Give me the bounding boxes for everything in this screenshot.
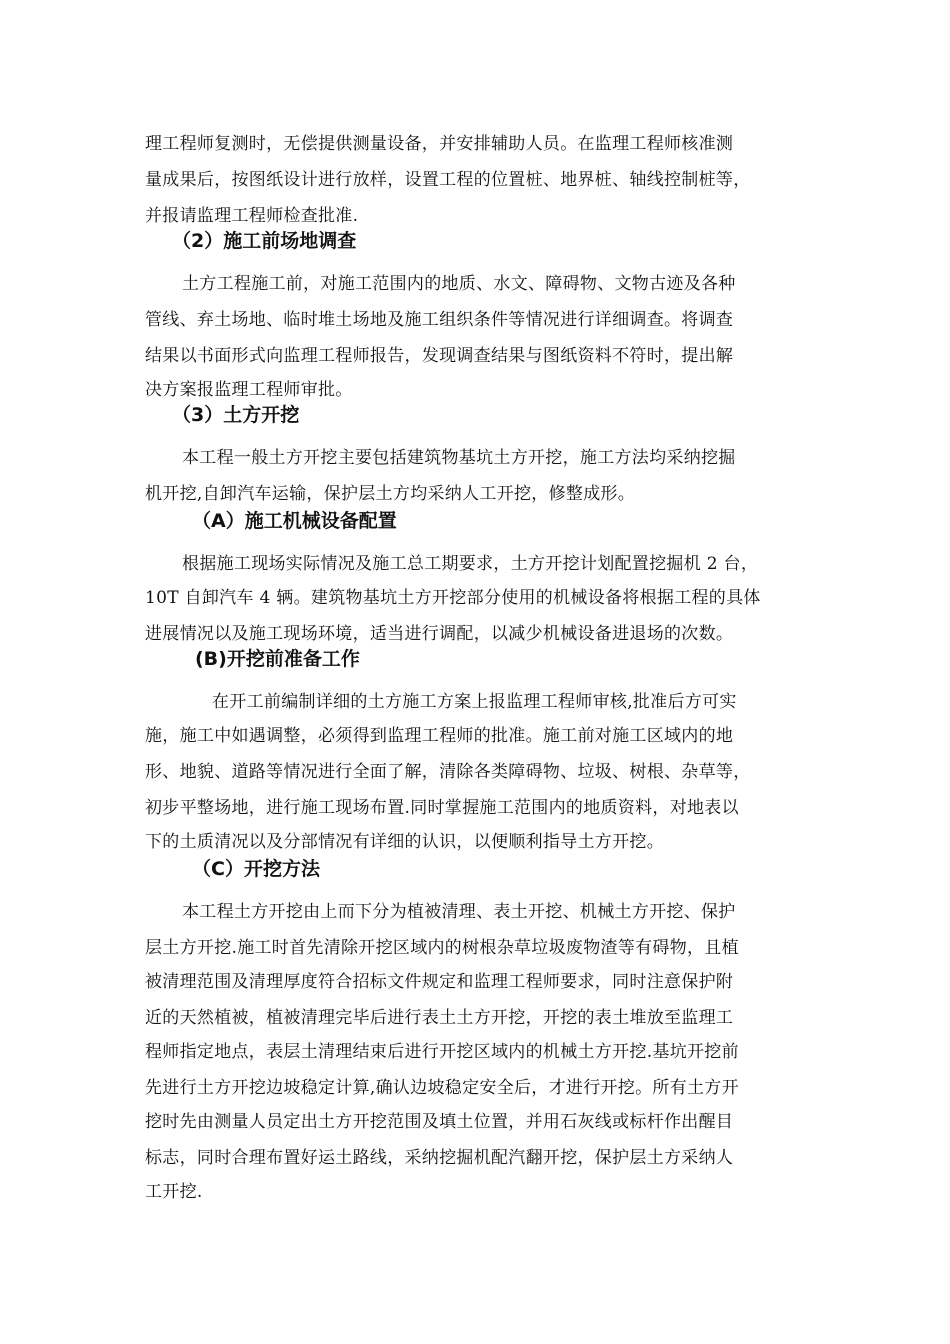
intro-line-3: 并报请监理工程师检查批准.: [145, 206, 359, 226]
site-survey-line-4: 决方案报监理工程师审批。: [145, 380, 353, 400]
excavation-line-2: 机开挖,自卸汽车运输，保护层土方均采纳人工开挖，修整成形。: [145, 484, 636, 504]
heading-equipment: （A）施工机械设备配置: [192, 510, 397, 532]
method-line-4: 近的天然植被，植被清理完毕后进行表土土方开挖，开挖的表土堆放至监理工: [145, 1008, 734, 1028]
preparation-line-5: 下的土质清况以及分部情况有详细的认识，以便顺利指导土方开挖。: [145, 832, 664, 852]
preparation-line-1: 在开工前编制详细的土方施工方案上报监理工程师审核,批准后方可实: [212, 692, 737, 712]
preparation-line-3: 形、地貌、道路等情况进行全面了解，清除各类障碍物、垃圾、树根、杂草等，: [145, 762, 751, 782]
method-line-5: 程师指定地点，表层土清理结束后进行开挖区域内的机械土方开挖.基坑开挖前: [145, 1042, 739, 1062]
preparation-line-4: 初步平整场地，进行施工现场布置.同时掌握施工范围内的地质资料，对地表以: [145, 798, 739, 818]
excavation-line-1: 本工程一般土方开挖主要包括建筑物基坑土方开挖，施工方法均采纳挖掘: [182, 448, 736, 468]
method-line-1: 本工程土方开挖由上而下分为植被清理、表土开挖、机械土方开挖、保护: [182, 902, 736, 922]
heading-method: （C）开挖方法: [192, 858, 320, 880]
site-survey-line-1: 土方工程施工前，对施工范围内的地质、水文、障碍物、文物古迹及各种: [182, 274, 736, 294]
method-line-8: 标志，同时合理布置好运土路线，采纳挖掘机配汽翻开挖，保护层土方采纳人: [145, 1148, 734, 1168]
method-line-9: 工开挖.: [145, 1182, 203, 1202]
equipment-line-1: 根据施工现场实际情况及施工总工期要求，土方开挖计划配置挖掘机 2 台，: [182, 554, 759, 574]
method-line-2: 层土方开挖.施工时首先清除开挖区域内的树根杂草垃圾废物渣等有碍物，且植: [145, 938, 739, 958]
equipment-line-3: 进展情况以及施工现场环境，适当进行调配，以减少机械设备进退场的次数。: [145, 624, 734, 644]
preparation-line-2: 施，施工中如遇调整，必须得到监理工程师的批准。施工前对施工区域内的地: [145, 726, 734, 746]
equipment-line-2: 10T 自卸汽车 4 辆。建筑物基坑土方开挖部分使用的机械设备将根据工程的具体: [145, 588, 761, 608]
site-survey-line-2: 管线、弃土场地、临时堆土场地及施工组织条件等情况进行详细调查。将调查: [145, 310, 734, 330]
site-survey-line-3: 结果以书面形式向监理工程师报告，发现调查结果与图纸资料不符时，提出解: [145, 346, 734, 366]
method-line-6: 先进行土方开挖边坡稳定计算,确认边坡稳定安全后，才进行开挖。所有土方开: [145, 1078, 739, 1098]
intro-line-2: 量成果后，按图纸设计进行放样，设置工程的位置桩、地界桩、轴线控制桩等，: [145, 170, 751, 190]
heading-site-survey: （2）施工前场地调查: [172, 230, 357, 252]
method-line-7: 挖时先由测量人员定出土方开挖范围及填土位置，并用石灰线或标杆作出醒目: [145, 1112, 734, 1132]
method-line-3: 被清理范围及清理厚度符合招标文件规定和监理工程师要求，同时注意保护附: [145, 972, 734, 992]
intro-line-1: 理工程师复测时，无偿提供测量设备，并安排辅助人员。在监理工程师核准测: [145, 134, 734, 154]
heading-excavation: （3）土方开挖: [172, 404, 300, 426]
heading-preparation: (B)开挖前准备工作: [195, 648, 360, 670]
